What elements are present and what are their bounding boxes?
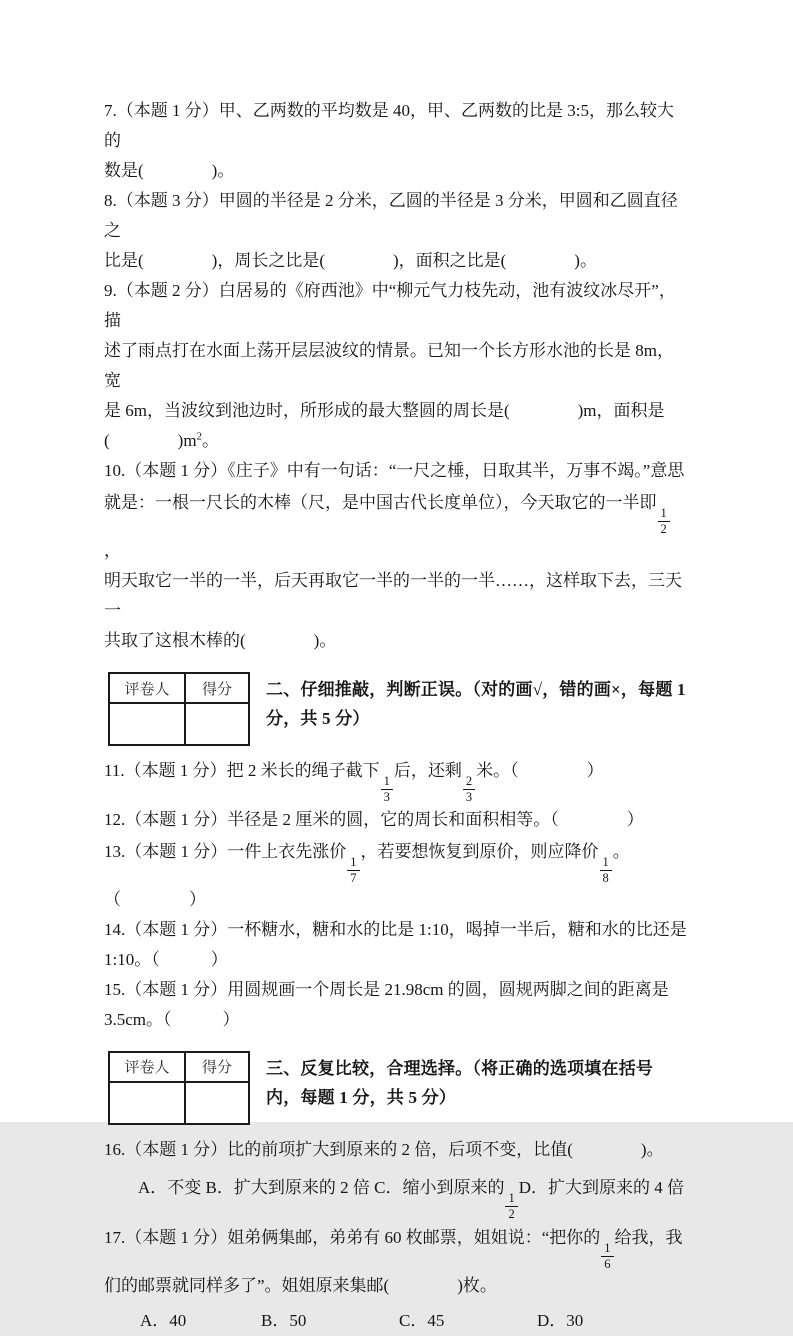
question-9 bbox=[104, 276, 687, 456]
option-c: C．45 bbox=[399, 1311, 445, 1331]
score-label: 得分 bbox=[185, 1052, 249, 1082]
score-blank-cell bbox=[185, 703, 249, 745]
fraction: $\frac{1}{3}$ bbox=[381, 775, 393, 804]
question-8 bbox=[104, 186, 687, 276]
question-16-text: 16.（本题 1 分）比的前项扩大到原来的 2 倍，后项不变，比值( )。 bbox=[104, 1139, 664, 1159]
option-a: A．40 bbox=[140, 1311, 187, 1331]
question-7 bbox=[104, 96, 687, 186]
question-7-text: 数是( )。 bbox=[104, 161, 235, 180]
section-2-header-block bbox=[108, 672, 687, 746]
option-d: D．30 bbox=[537, 1311, 584, 1331]
question-14 bbox=[104, 915, 687, 975]
question-7-text: 7.（本题 1 分）甲、乙两数的平均数是 40，甲、乙两数的比是 3:5，那么较大的 bbox=[104, 101, 674, 150]
option-b: B．50 bbox=[261, 1311, 307, 1331]
question-17 bbox=[104, 1223, 687, 1336]
question-11-text: 11.（本题 1 分）把 2 米长的绳子截下 $\frac{1}{3}$ 后，还剩 $\frac{2}{3}$ 米。（ ） bbox=[104, 761, 604, 805]
grader-score-table bbox=[108, 672, 250, 746]
grader-blank-cell bbox=[109, 1082, 185, 1124]
grader-blank-cell bbox=[109, 703, 185, 745]
question-9-text: ( )$m^2$。 bbox=[104, 430, 220, 450]
section-2-title: 二、仔细推敲，判断正误。（对的画√，错的画×，每题 1 分，共 5 分） bbox=[266, 680, 686, 729]
score-blank-cell bbox=[185, 1082, 249, 1124]
question-13-text: 13.（本题 1 分）一件上衣先涨价 $\frac{1}{7}$ ，若要想恢复到原价，则应降价 $\frac{1}{8}$ 。（ ） bbox=[104, 841, 630, 909]
score-label: 得分 bbox=[185, 673, 249, 703]
question-17-text: 们的邮票就同样多了”。姐姐原来集邮( )枚。 bbox=[104, 1276, 497, 1296]
question-16 bbox=[104, 1135, 687, 1221]
fraction: $\frac{1}{6}$ bbox=[601, 1242, 613, 1271]
question-10-text: 就是：一根一尺长的木棒（尺，是中国古代长度单位），今天取它的一半即 $\frac{1}{2}$ ， bbox=[104, 488, 687, 566]
question-10-text: 明天取它一半的一半，后天再取它一半的一半的一半……，这样取下去，三天一 bbox=[104, 571, 682, 621]
fraction: $\frac{1}{2}$ bbox=[658, 507, 670, 536]
fraction: $\frac{1}{2}$ bbox=[505, 1192, 517, 1221]
question-9-text: 9.（本题 2 分）白居易的《府西池》中“柳元气力枝先动，池有波纹冰尽开”，描 bbox=[104, 281, 676, 330]
question-12 bbox=[104, 805, 687, 835]
grader-label: 评卷人 bbox=[109, 1052, 185, 1082]
question-10 bbox=[104, 456, 687, 656]
question-10-text: 10.（本题 1 分）《庄子》中有一句话：“一尺之棰，日取其半，万事不竭。”意思 bbox=[104, 461, 685, 480]
grader-score-table bbox=[108, 1051, 250, 1125]
question-8-text: 比是( )，周长之比是( )，面积之比是( )。 bbox=[104, 251, 597, 270]
question-13 bbox=[104, 837, 687, 915]
question-14-text: 14.（本题 1 分）一杯糖水，糖和水的比是 1:10，喝掉一半后，糖和水的比还是 bbox=[104, 919, 687, 939]
grader-label: 评卷人 bbox=[109, 673, 185, 703]
question-16-options: A．不变 B．扩大到原来的 2 倍 C．缩小到原来的 $\frac{1}{2}$ D．扩大到原来的 4 倍 bbox=[138, 1177, 684, 1221]
section-3-header-block bbox=[108, 1051, 687, 1125]
question-15-text: 15.（本题 1 分）用圆规画一个周长是 21.98cm 的圆，圆规两脚之间的距离是 bbox=[104, 979, 669, 999]
fraction: $\frac{1}{7}$ bbox=[347, 856, 359, 885]
question-12-text: 12.（本题 1 分）半径是 2 厘米的圆，它的周长和面积相等。（ ） bbox=[104, 809, 644, 829]
question-9-text: 是 6m，当波纹到池边时，所形成的最大整圆的周长是( )m，面积是 bbox=[104, 401, 665, 420]
section-3-title: 三、反复比较，合理选择。（将正确的选项填在括号内，每题 1 分，共 5 分） bbox=[266, 1058, 654, 1107]
superscript: 2 bbox=[196, 430, 203, 443]
question-11 bbox=[104, 756, 687, 804]
fraction: $\frac{2}{3}$ bbox=[463, 775, 475, 804]
question-15-text: 3.5cm。（ ） bbox=[104, 1009, 240, 1029]
question-17-options bbox=[104, 1306, 687, 1336]
question-14-text: 1:10。（ ） bbox=[104, 949, 228, 969]
question-15 bbox=[104, 975, 687, 1035]
fraction: $\frac{1}{8}$ bbox=[600, 856, 612, 885]
question-9-text: 述了雨点打在水面上荡开层层波纹的情景。已知一个长方形水池的长是 8m，宽 bbox=[104, 341, 674, 390]
question-17-text: 17.（本题 1 分）姐弟俩集邮，弟弟有 60 枚邮票，姐姐说：“把你的 $\frac{1}{6}$ 给我，我 bbox=[104, 1228, 683, 1272]
question-10-text: 共取了这根木棒的( )。 bbox=[104, 631, 337, 651]
question-8-text: 8.（本题 3 分）甲圆的半径是 2 分米，乙圆的半径是 3 分米，甲圆和乙圆直径之 bbox=[104, 191, 678, 240]
